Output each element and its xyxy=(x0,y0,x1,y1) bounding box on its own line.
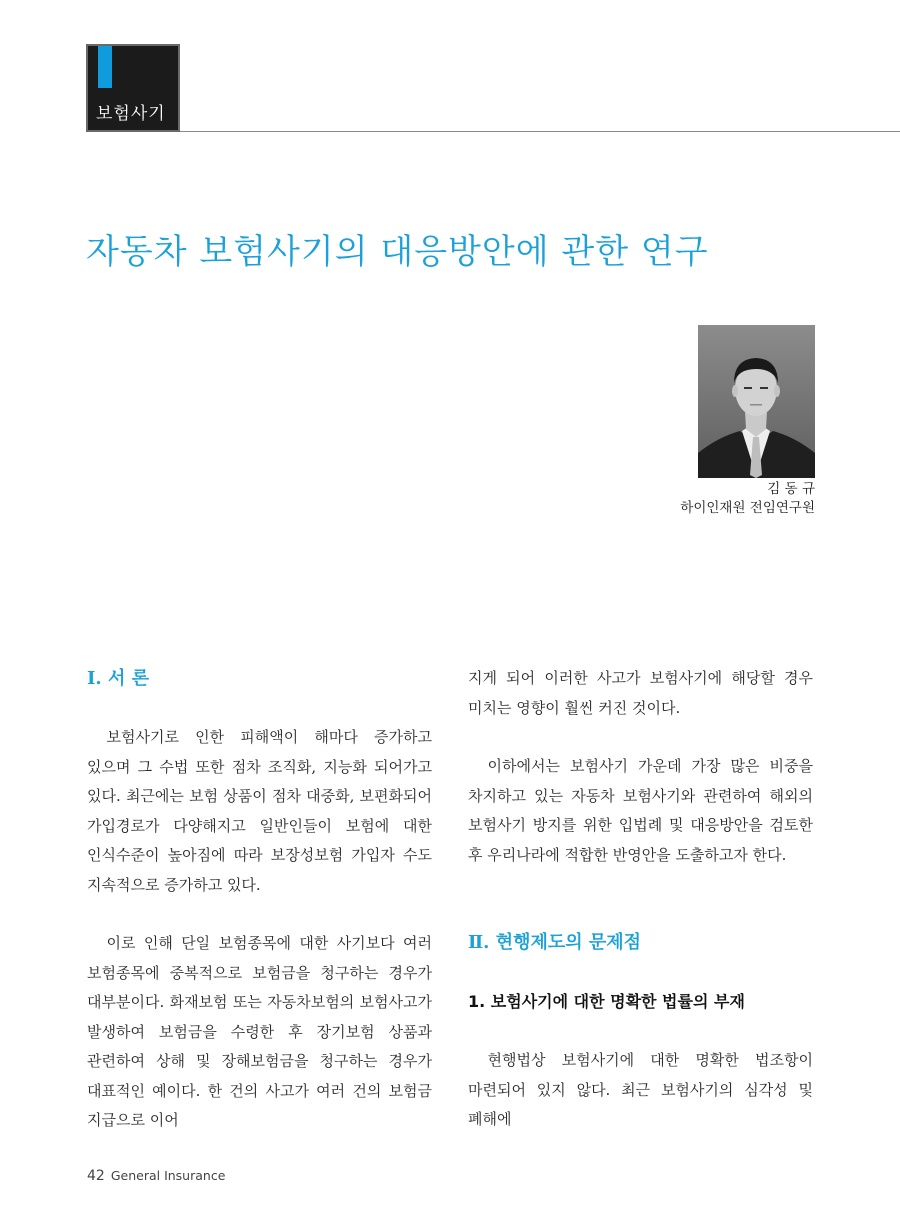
spacer xyxy=(87,900,432,929)
author-info xyxy=(680,480,815,518)
subsection-heading: 1. 보험사기에 대한 명확한 법률의 부재 xyxy=(468,992,745,1011)
spacer xyxy=(87,694,432,723)
section-tag-accent-bar xyxy=(98,46,112,88)
body-paragraph: 보험사기로 인한 피해액이 해마다 증가하고 있으며 그 수법 또한 점차 조직화, 지능화 되어가고 있다. 최근에는 보험 상품이 점차 대중화, 보편화되어 가입경로가 다양해지고 일반인들이 보험에 대한 인식수준이 높아짐에 따라 보장성보험 가입자 수도 지속적으로 증가하고 있다. xyxy=(87,728,432,894)
author-affiliation: 하이인재원 전임연구원 xyxy=(680,500,815,516)
right-column xyxy=(468,664,813,1135)
spacer xyxy=(468,958,813,987)
body-paragraph-continuation: 지게 되어 이러한 사고가 보험사기에 해당할 경우 미치는 영향이 훨씬 커진 것이다. xyxy=(468,669,813,717)
author-portrait-image xyxy=(698,325,815,478)
header-rule xyxy=(180,131,900,132)
page-footer xyxy=(87,1168,225,1184)
section-tag-label: 보험사기 xyxy=(96,104,166,124)
left-column xyxy=(87,664,432,1136)
author-name: 김 동 규 xyxy=(767,481,815,497)
body-paragraph: 이로 인해 단일 보험종목에 대한 사기보다 여러 보험종목에 중복적으로 보험금을 청구하는 경우가 대부분이다. 화재보험 또는 자동차보험의 보험사고가 발생하여 보험금을 수령한 후 장기보험 상품과 관련하여 상해 및 장해보험금을 청구하는 경우가 대표적인 예이다. 한 건의 사고가 여러 건의 보험금 지급으로 이어 xyxy=(87,934,432,1129)
spacer xyxy=(468,870,813,899)
article-title: 자동차 보험사기의 대응방안에 관한 연구 xyxy=(86,232,709,272)
author-photo xyxy=(698,325,815,478)
spacer xyxy=(468,723,813,752)
page-number: 42 xyxy=(87,1168,105,1184)
section-heading-problems: Ⅱ. 현행제도의 문제점 xyxy=(468,932,642,953)
body-paragraph: 이하에서는 보험사기 가운데 가장 많은 비중을 차지하고 있는 자동차 보험사기와 관련하여 해외의 보험사기 방지를 위한 입법례 및 대응방안을 검토한 후 우리나라에 적합한 반영안을 도출하고자 한다. xyxy=(468,757,813,864)
spacer xyxy=(468,1017,813,1046)
section-tag xyxy=(86,44,180,132)
publication-name: General Insurance xyxy=(110,1168,226,1183)
section-heading-introduction: Ⅰ. 서 론 xyxy=(87,668,149,689)
body-paragraph: 현행법상 보험사기에 대한 명확한 법조항이 마련되어 있지 않다. 최근 보험사기의 심각성 및 폐해에 xyxy=(468,1051,813,1128)
spacer xyxy=(468,899,813,928)
